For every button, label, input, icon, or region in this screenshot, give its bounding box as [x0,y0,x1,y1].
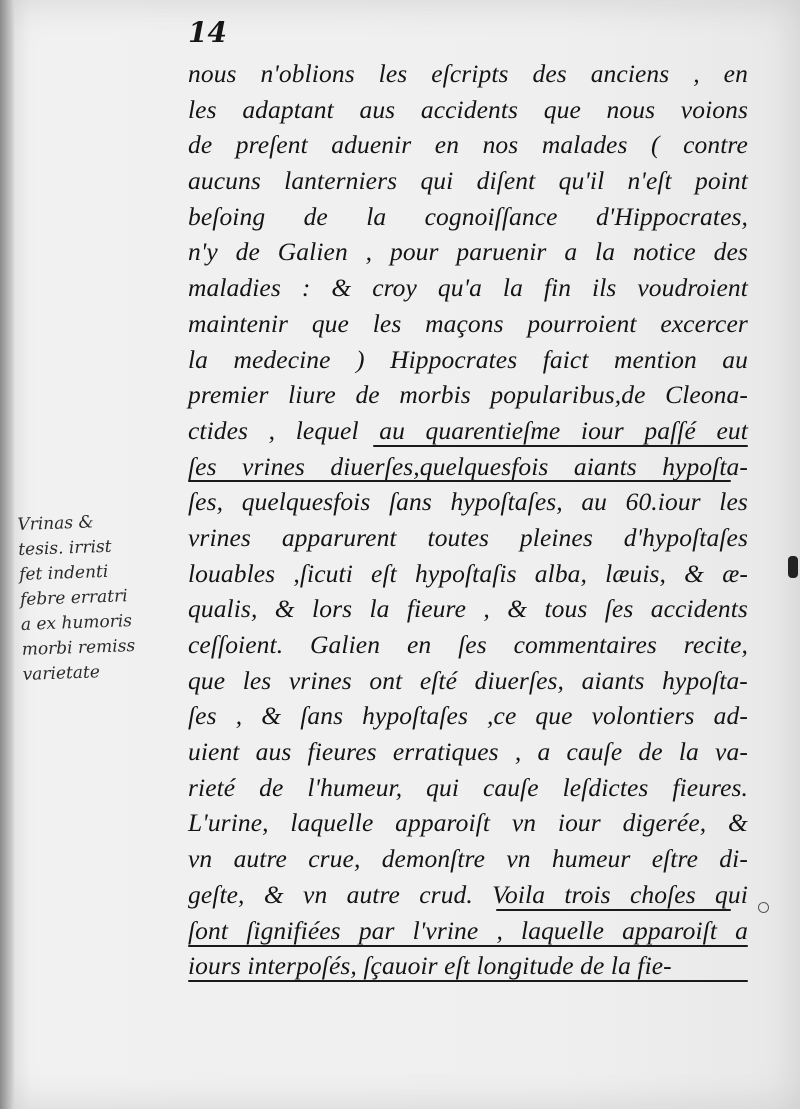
text-line: vn autre crue, demonſtre vn humeur eſtre di- [188,844,748,874]
binding-gutter [0,0,14,1109]
text-line: iours interpoſés, ſçauoir eſt longitude de la fie- [188,951,672,981]
ink-underline [188,945,748,947]
text-line: n'y de Galien , pour paruenir a la notice des [188,237,748,267]
text-line: qualis, & lors la fieure , & tous ſes accidents [188,594,748,624]
text-line: la medecine ) Hippocrates faict mention au [188,344,748,374]
text-line: uient aus fieures erratiques , a cauſe de la va- [188,737,748,767]
marginalia-line: febre erratri [19,586,128,610]
text-line: ſont ſignifiées par l'vrine , laquelle apparoiſt a [188,915,748,945]
page-edge-mark [788,556,798,578]
ink-circle-mark [758,902,769,913]
text-line: rieté de l'humeur, qui cauſe leſdictes fieures. [188,772,748,802]
marginalia-line: morbi remiss [21,635,136,660]
text-line: geſte, & vn autre crud. Voila trois choſes qui [188,879,748,909]
text-line: ſes vrines diuerſes,quelquesfois aiants hypoſta- [188,451,748,481]
marginalia-line: Vrinas & [17,512,94,536]
text-line: ſes, quelquesfois ſans hypoſtaſes, au 60.iour les [188,487,748,517]
text-line: ſes , & ſans hypoſtaſes ,ce que volontiers ad- [188,701,748,731]
text-line: vrines apparurent toutes pleines d'hypoſtaſes [188,522,748,552]
ink-underline [188,980,748,982]
text-line: maintenir que les maçons pourroient excercer [188,308,748,338]
text-line: que les vrines ont eſté diuerſes, aiants hypoſta- [188,665,748,695]
text-line: beſoing de la cognoiſſance d'Hippocrates, [188,201,748,231]
ink-underline [373,445,748,447]
text-line: aucuns lanterniers qui diſent qu'il n'eſt point [188,166,748,196]
text-line: L'urine, laquelle apparoiſt vn iour digerée, & [188,808,748,838]
text-line: maladies : & croy qu'a la fin ils voudroient [188,273,748,303]
marginalia-line: fet indenti [18,561,109,585]
marginalia-line: varietate [22,662,101,685]
text-line: nous n'oblions les eſcripts des anciens , en [188,59,748,88]
text-line: louables ,ſicuti eſt hypoſtaſis alba, læuis, & æ- [188,558,748,588]
text-line: de preſent aduenir en nos malades ( contre [188,130,748,160]
marginalia-line: tesis. irrist [17,536,112,560]
ink-underline [496,909,731,911]
text-line: ctides , lequel au quarentieſme iour paſſé eut [188,415,748,445]
text-line: ceſſoient. Galien en ſes commentaires recite, [188,630,748,659]
handwritten-marginalia [17,507,193,688]
page-number: 14 [188,16,227,49]
text-line: premier liure de morbis popularibus,de Cleona- [188,380,748,410]
text-line: les adaptant aus accidents que nous voions [188,94,748,124]
body-text [188,56,748,984]
marginalia-line: a ex humoris [20,611,133,635]
